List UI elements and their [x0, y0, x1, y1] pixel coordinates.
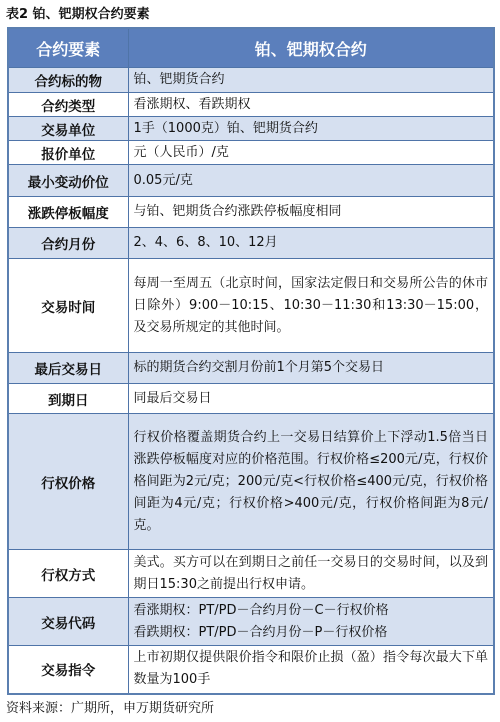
row-value-trading-code [128, 598, 494, 646]
table-row [8, 197, 494, 228]
table-row [8, 165, 494, 197]
row-value-underlying: 铂、钯期货合约 [128, 68, 494, 93]
row-value-trading-hours: 每周一至周五（北京时间，国家法定假日和交易所公告的休市日除外）9:00－10:15、10:30－11:30和13:30－15:00，及交易所规定的其他时间。 [128, 259, 494, 353]
table-row [8, 598, 494, 646]
contract-spec-table-wrapper [7, 27, 493, 695]
header-element: 合约要素 [8, 28, 128, 68]
table-row [8, 259, 494, 353]
row-value-strike-price: 行权价格覆盖期货合约上一交易日结算价上下浮动1.5倍当日涨跌停板幅度对应的价格范围。行权价格≤200元/克，行权价格间距为2元/克；200元/克<行权价格≤400元/克，行权价格间距为4元/克；行权价格>400元/克，行权价格间距为8元/克。 [128, 414, 494, 550]
row-label-order-type: 交易指令 [8, 646, 128, 694]
table-row [8, 384, 494, 414]
contract-spec-table [7, 27, 495, 695]
row-label-tick-size: 最小变动价位 [8, 165, 128, 197]
table-row [8, 353, 494, 384]
table-row [8, 414, 494, 550]
row-value-expiry-date: 同最后交易日 [128, 384, 494, 414]
table-row [8, 228, 494, 259]
table-row [8, 141, 494, 165]
row-value-last-trading-day: 标的期货合约交割月份前1个月第5个交易日 [128, 353, 494, 384]
table-row [8, 93, 494, 117]
row-label-quote-unit: 报价单位 [8, 141, 128, 165]
table-row [8, 646, 494, 694]
table-row [8, 550, 494, 598]
row-value-order-type: 上市初期仅提供限价指令和限价止损（盈）指令每次最大下单数量为100手 [128, 646, 494, 694]
row-value-price-limit: 与铂、钯期货合约涨跌停板幅度相同 [128, 197, 494, 228]
row-value-option-type: 看涨期权、看跌期权 [128, 93, 494, 117]
row-value-exercise-style: 美式。买方可以在到期日之前任一交易日的交易时间，以及到期日15:30之前提出行权申请。 [128, 550, 494, 598]
row-label-option-type: 合约类型 [8, 93, 128, 117]
row-label-trading-code: 交易代码 [8, 598, 128, 646]
row-label-trading-unit: 交易单位 [8, 117, 128, 141]
row-label-last-trading-day: 最后交易日 [8, 353, 128, 384]
row-label-contract-months: 合约月份 [8, 228, 128, 259]
row-value-trading-unit: 1手（1000克）铂、钯期货合约 [128, 117, 494, 141]
trading-code-call: 看涨期权：PT/PD－合约月份－C－行权价格 [133, 602, 389, 618]
table-caption: 表2 铂、钯期权合约要素 [6, 7, 150, 22]
table-row [8, 68, 494, 93]
trading-code-put: 看跌期权：PT/PD－合约月份－P－行权价格 [133, 624, 388, 640]
header-row [8, 28, 494, 68]
row-label-trading-hours: 交易时间 [8, 259, 128, 353]
row-label-exercise-style: 行权方式 [8, 550, 128, 598]
source-note: 资料来源：广期所，申万期货研究所 [6, 701, 215, 716]
row-label-expiry-date: 到期日 [8, 384, 128, 414]
row-label-strike-price: 行权价格 [8, 414, 128, 550]
row-label-underlying: 合约标的物 [8, 68, 128, 93]
table-row [8, 117, 494, 141]
header-contract: 铂、钯期权合约 [128, 28, 494, 68]
row-value-quote-unit: 元（人民币）/克 [128, 141, 494, 165]
row-value-contract-months: 2、4、6、8、10、12月 [128, 228, 494, 259]
row-value-tick-size: 0.05元/克 [128, 165, 494, 197]
row-label-price-limit: 涨跌停板幅度 [8, 197, 128, 228]
